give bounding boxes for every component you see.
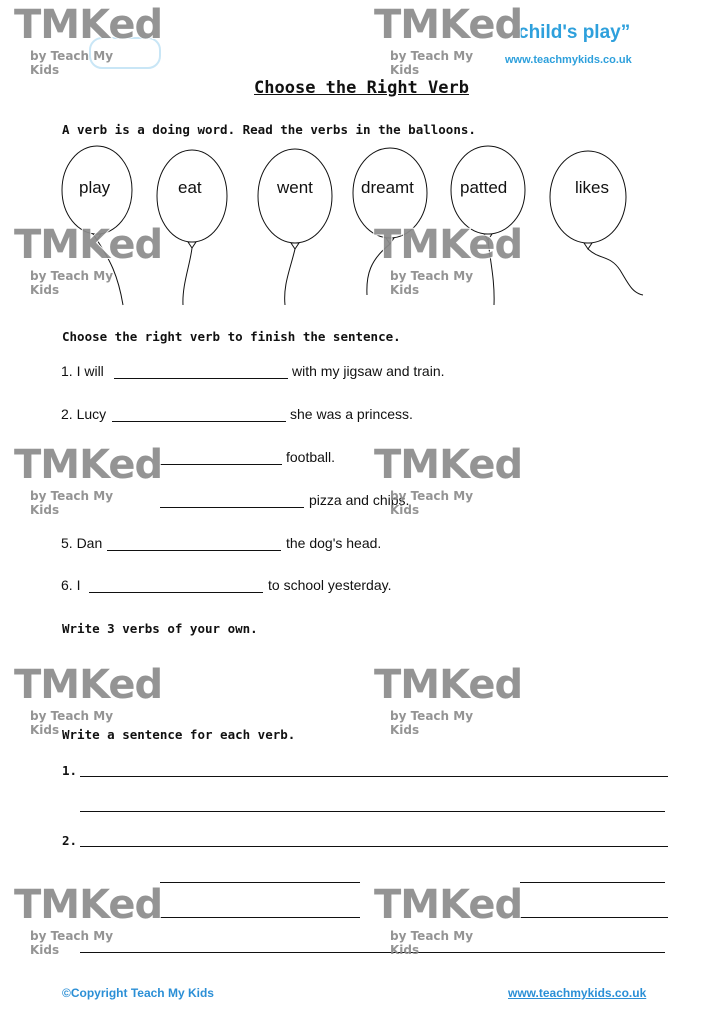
writing-line-3b[interactable] [80,952,665,953]
sentence-3-blank[interactable] [160,464,282,465]
watermark-sub: by Teach My Kids [390,929,474,957]
footer-copyright: ©Copyright Teach My Kids [62,986,214,1000]
balloon-likes [550,151,643,295]
balloon-eat [157,150,227,305]
page-title: Choose the Right Verb [254,78,469,98]
writing-number-1: 1. [62,763,78,778]
sentence-5-blank[interactable] [107,550,281,551]
watermark-logo: TMKed [374,2,523,48]
writing-line-1b[interactable] [80,811,665,812]
header-tagline: child's play” [518,22,631,43]
balloon-label-eat: eat [178,178,202,197]
writing-line-2a[interactable] [80,846,668,847]
sentence-3-end: football. [286,449,336,465]
balloon-label-dreamt: dreamt [361,178,414,197]
sentence-1-end: with my jigsaw and train. [292,363,445,379]
watermark-logo: TMKed [374,442,523,488]
balloon-dreamt [353,148,427,295]
balloon-went [258,149,332,305]
sentence-4-end: pizza and chips. [309,492,410,508]
sentence-5-end: the dog's head. [286,535,382,551]
sentence-6-start: 6. I [61,577,81,593]
sentence-4-blank[interactable] [160,507,304,508]
writing-line-2b-right[interactable] [520,882,665,883]
watermark-logo: TMKed [14,222,163,268]
section3-instruction: Write 3 verbs of your own. [62,621,258,636]
sentence-1-blank[interactable] [114,378,288,379]
watermark [14,442,163,517]
writing-number-2: 2. [62,833,78,848]
section4-instruction: Write a sentence for each verb. [62,727,296,742]
balloons-illustration [0,145,723,310]
watermark-sub: by Teach My Kids [30,929,114,957]
footer-url[interactable]: www.teachmykids.co.uk [508,986,647,1000]
balloon-play [62,146,132,305]
watermark-sub: by Teach My Kids [390,709,474,737]
watermark-sub: by Teach My Kids [30,269,114,297]
watermark-logo: TMKed [374,882,523,928]
watermark [374,2,523,77]
sentence-6-blank[interactable] [89,592,263,593]
balloon-label-likes: likes [575,178,610,197]
watermark-logo: TMKed [14,2,163,48]
watermark-sub: by Teach My Kids [30,489,114,517]
sentence-1-start: 1. I will [61,363,104,379]
watermark [14,882,163,957]
sentence-2-start: 2. Lucy [61,406,107,422]
balloon-label-went: went [277,178,313,197]
watermark-logo: TMKed [14,442,163,488]
watermark-logo: TMKed [374,222,523,268]
sentence-2-blank[interactable] [112,421,286,422]
writing-line-3a-right[interactable] [520,917,668,918]
watermark-sub: by Teach My Kids [390,49,474,77]
writing-line-1a[interactable] [80,776,668,777]
watermark-logo: TMKed [14,882,163,928]
watermark [374,662,523,737]
sentence-5-start: 5. Dan [61,535,103,551]
balloon-label-patted: patted [460,178,508,197]
balloon-label-play: play [79,178,111,197]
watermark [374,882,523,957]
faded-logo [20,8,170,73]
watermark [14,662,163,737]
watermark-sub: by Teach My Kids [30,709,114,737]
header-url[interactable]: www.teachmykids.co.uk [505,54,632,66]
balloon-patted [451,146,525,305]
sentence-6-end: to school yesterday. [268,577,392,593]
intro-instruction: A verb is a doing word. Read the verbs in the balloons. [62,122,476,137]
watermark-sub: by Teach My Kids [390,489,474,517]
watermark-sub: by Teach My Kids [30,49,114,77]
sentence-2-end: she was a princess. [290,406,413,422]
watermark-logo: TMKed [14,662,163,708]
watermark-sub: by Teach My Kids [390,269,474,297]
writing-line-3a-left[interactable] [160,917,360,918]
writing-line-2b-left[interactable] [160,882,360,883]
section2-instruction: Choose the right verb to finish the sentence. [62,329,401,344]
watermark-logo: TMKed [374,662,523,708]
